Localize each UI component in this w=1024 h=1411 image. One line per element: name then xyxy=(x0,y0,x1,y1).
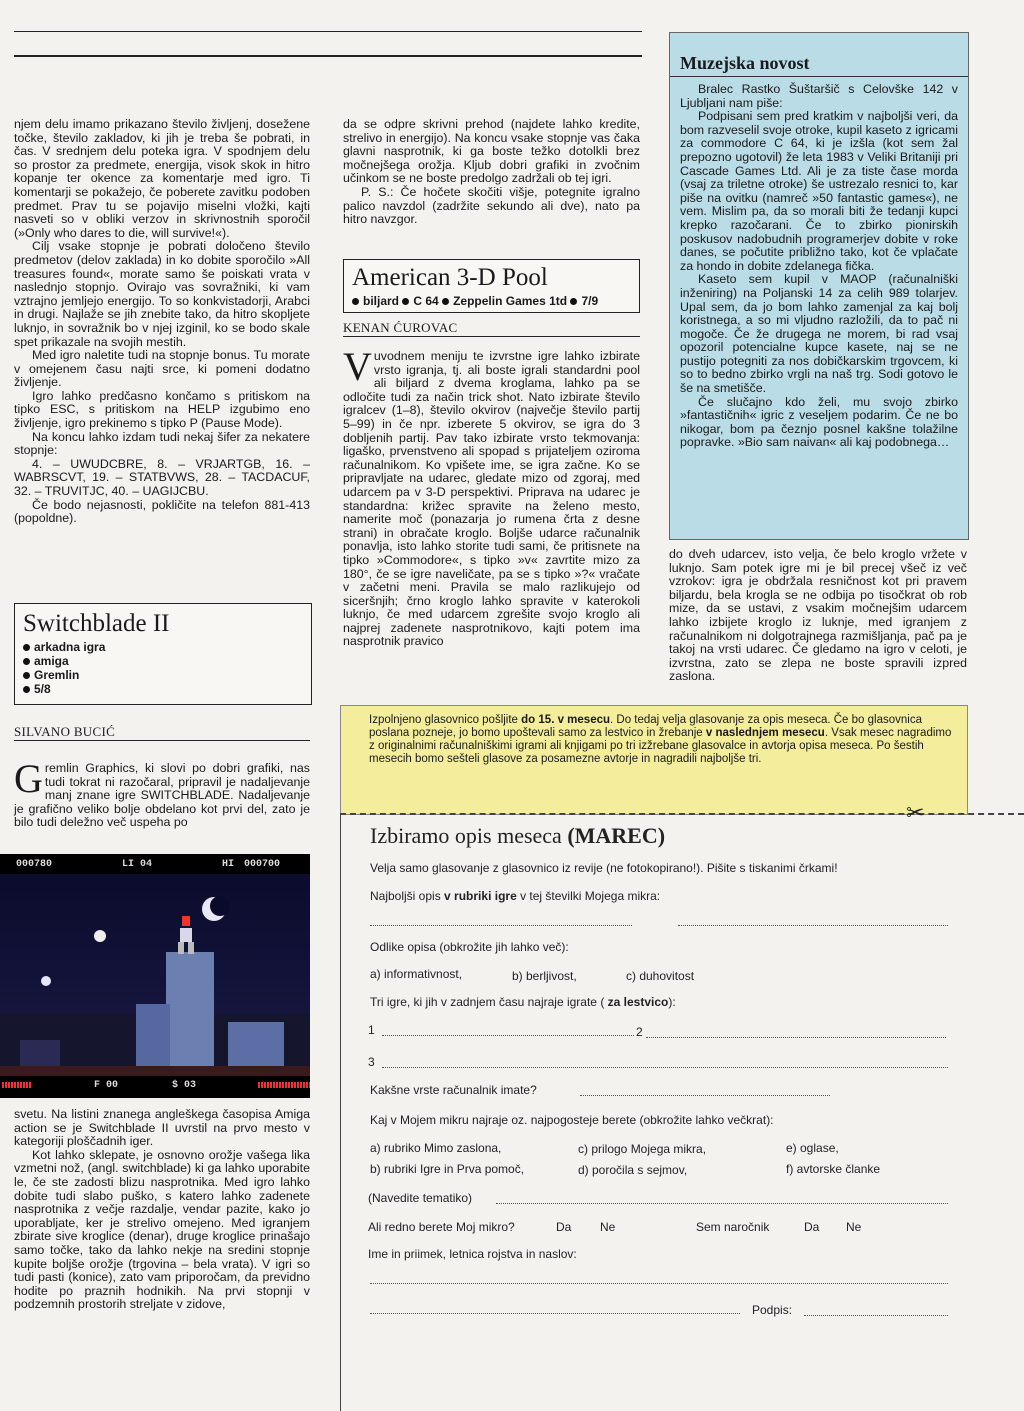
paragraph: Igro lahko predčasno končamo s pritiskom na tipko ESC, s pritiskom na HELP izgubimo eno življenje, igro prekinemo s tipko P (Pause Mode). xyxy=(14,388,310,431)
pool-meta xyxy=(344,294,639,313)
voting-notice xyxy=(340,705,968,815)
signature-label: Podpis: xyxy=(752,1303,793,1317)
form-title xyxy=(370,823,665,849)
paragraph: Kot lahko sklepate, je osnovno orožje vašega lika vzmetni nož, (angl. switchblade) ki ga lahko uporabite le, če ste zadosti blizu nasprotnika. Med igro lahko dobite tudi slabo puško, s katero lahko zadenete nasprotnika z večje razdalje, vendar pazite, kako jo uporabljate, ker je strelivo omejeno. Med igranjem zbirate sive kroglice (denar), druge kroglice prinašajo samo točke, tako da lahko nekje na sredini stopnje kupite boljše orožje (trgovina – bela vrata). V igri so tudi pasti (konice), zato vam priporočam, da previdno hodite po praznih hodnikih. Na prvi stopnji v podzemnih prostorih streljate v zidove, xyxy=(14,1147,310,1312)
name-address-field-1[interactable] xyxy=(370,1273,948,1284)
computer-label: Kakšne vrste računalnik imate? xyxy=(370,1083,537,1097)
game-field-2[interactable] xyxy=(646,1027,946,1038)
pool-author: KENAN ĆUROVAC xyxy=(343,320,458,335)
paragraph: Kaseto sem kupil v MAOP (računalniški inženiring) na Poljanski 14 za celih 989 tolarjev. Upal sem, da jo bom lahko zamenjal za kaj bolj koristnega, a so mi vljudno razložili, da to pač ni mogoče. Če že drugega ne morem, bi rad vsaj opozoril potencialne kupce kasete, naj se ne pustijo potegniti za nos dobičkarskim trgovcem, ki so to bedno zbirko vrgli na naš trg. Sodi gotovo le še na smetišče. xyxy=(680,272,958,396)
topic-label: (Navedite tematiko) xyxy=(368,1191,473,1205)
read-option-c[interactable]: c) prilogo Mojega mikra, xyxy=(578,1142,707,1156)
publisher: Gremlin xyxy=(34,668,80,682)
game-field-3[interactable] xyxy=(382,1057,948,1068)
platform: amiga xyxy=(34,654,69,668)
read-option-e[interactable]: e) oglase, xyxy=(786,1141,839,1155)
form-title-text: Izbiramo opis meseca xyxy=(370,823,568,848)
subscriber-yes[interactable]: Da xyxy=(804,1220,820,1234)
label-section: v rubriki igre xyxy=(444,889,517,903)
pool-continuation xyxy=(669,548,967,684)
computer-field[interactable] xyxy=(580,1085,830,1096)
bullet-icon xyxy=(23,686,30,693)
paragraph: Če slučajno kdo želi, mu svojo zbirko »fantastičnih« igric z veseljem podarim. Če ne bo nikogar, bom pa čeznjo posnel kakšne tolažilne popravke. »Bio sam naivan« ali kaj podobnega… xyxy=(680,394,958,450)
game-field-1[interactable] xyxy=(382,1025,634,1036)
bullet-icon xyxy=(23,658,30,665)
reader-no[interactable]: Ne xyxy=(600,1220,616,1234)
paragraph: Podpisani sem pred kratkim v najboljši veri, da bom razveselil svoje otroke, kupil kaseto z igricami za commodore C 64, ki je izšla (kot sem žal prepozno ugotovil) že leta 1983 v Veliki Britaniji pri Cascade Games Ltd. Ali je za tiste čase morda (vsaj za triletne otroke) še ustrezalo resnici to, kar piše na ovitku (namreč »50 fantastic games«), ne vem. Mislim pa, da so morali biti že tedanji kupci krepko razočarani. Če to zbirko pionirskih poskusov nadobudnih programerjev dobite v roke danes, se počutite približno tako, kot če vplačate za hondo in dobite zdelanega fička. xyxy=(680,109,958,273)
hud-energy-bar xyxy=(2,1082,32,1088)
signature-field[interactable] xyxy=(804,1305,948,1316)
best-description-field-2[interactable] xyxy=(678,915,948,926)
switchblade-title: Switchblade II xyxy=(23,610,170,637)
scissors-icon: ✂ xyxy=(906,800,925,825)
qualities-label: Odlike opisa (obkrožite jih lahko več): xyxy=(370,940,569,954)
publisher: Zeppelin Games 1td xyxy=(453,294,568,308)
best-description-field-1[interactable] xyxy=(370,915,632,926)
switchblade-meta xyxy=(15,640,311,701)
switchblade-body xyxy=(14,1108,310,1312)
paragraph: Med igro naletite tudi na stopnje bonus. Tu morate v omejenem času najti srce, ki pomeni dodatno življenje. xyxy=(14,348,310,390)
paragraph: P. S.: Če hočete skočiti višje, potegnite igralno palico navzdol (zadržite sekundo ali dve), nato pa hitro navzgor. xyxy=(343,184,640,227)
pool-title: American 3-D Pool xyxy=(352,264,548,291)
form-month: (MAREC) xyxy=(567,823,666,848)
label-text: v tej številki Mojega mikra: xyxy=(516,889,661,903)
switchblade-author: SILVANO BUCIĆ xyxy=(14,724,116,739)
col2-text xyxy=(343,118,640,227)
hud-hi-label: HI xyxy=(222,859,235,870)
notice-next-month: v naslednjem mesecu xyxy=(705,727,825,739)
hud-lives: LI 04 xyxy=(122,859,153,870)
reader-yes[interactable]: Da xyxy=(556,1220,572,1234)
paragraph: Na koncu lahko izdam tudi nekaj šifer za nekatere stopnje: xyxy=(14,429,310,458)
hud-hi-score: 000700 xyxy=(244,859,281,870)
label-chart: za lestvico xyxy=(607,995,669,1009)
switchblade-intro xyxy=(14,756,310,830)
read-option-b[interactable]: b) rubriki Igre in Prva pomoč, xyxy=(370,1162,525,1176)
notice-text: Izpolnjeno glasovnico pošljite xyxy=(369,714,522,726)
top-games-label xyxy=(370,995,676,1009)
author-rule xyxy=(14,740,310,741)
hud-score: 000780 xyxy=(16,859,53,870)
bullet-icon xyxy=(570,298,577,305)
regular-reader-label: Ali redno berete Moj mikro? xyxy=(368,1220,515,1234)
genre: arkadna igra xyxy=(34,640,106,654)
paragraph: uvodnem meniju te izvrstne igre lahko izbirate vrsto igranja, tj. ali boste igrali standardni pool ali biljard z dvema kroglama, lahko pa se odločite tudi za način trick shot. Nato izbirate število igralcev (1–8), število okvirov (največje število partij 5–99) in če npr. izberete 5 okvirov, se igra do 3 dobljenih partij. Pav tako izbirate vrsto tekmovanja: ligaško, prvenstveno ali spopad s prijateljem oziroma računalnikom. Ko vpišete ime, se igra začne. Ko se pripravljate na udarec, gledate mizo od zgoraj, med udarcem pa v 3-D perspektivi. Priprava na udarec je standardna: križec spravite na želeno mesto, namerite moč (ponazarja jo rumena črta z desne strani) in obračate kroglo. Boljše udarce računalnik ponavlja, isto lahko storite tudi sami, če pritisnete na tipko »Commodore«, s tipko »v« zavrtite mizo za 180°, če se igre naveličate, pa se s tipko »?« vračate v začetni meni. Pravila se malo razlikujejo od siceršnjih; črno kroglo lahko spravite v katerokoli luknjo, če med udarcem zgrešite svojo kroglo ali najprej zadenete nasprotnikovo, kajti potem ima nasprotnik pravico xyxy=(343,349,640,649)
bullet-icon xyxy=(23,672,30,679)
paragraph: Če bodo nejasnosti, pokličite na telefon 881-413 (popoldne). xyxy=(14,497,310,526)
option-readability[interactable]: b) berljivost, xyxy=(512,969,577,983)
vote-form xyxy=(340,815,1024,1411)
paragraph: svetu. Na listini znanega angleškega časopisa Amiga action se je Switchblade II uvrstil na prvo mesto v kategoriji ploščadnih iger. xyxy=(14,1107,310,1149)
game-screenshot xyxy=(0,854,310,1098)
name-address-label: Ime in priimek, letnica rojstva in naslov: xyxy=(368,1247,577,1261)
topic-field[interactable] xyxy=(496,1193,948,1204)
read-option-f[interactable]: f) avtorske članke xyxy=(786,1162,881,1176)
rating: 5/8 xyxy=(34,682,51,696)
option-informativeness[interactable]: a) informativnost, xyxy=(370,967,463,981)
author-rule xyxy=(343,336,640,337)
option-wit[interactable]: c) duhovitost xyxy=(626,969,695,983)
label-text: Tri igre, ki jih v zadnjem času najraje igrate ( xyxy=(370,995,608,1009)
bullet-icon xyxy=(352,298,359,305)
paragraph: Bralec Rastko Šuštaršič s Celovške 142 v Ljubljani nam piše: xyxy=(680,82,958,110)
dropcap: G xyxy=(14,756,43,801)
museum-text xyxy=(670,77,968,450)
game-number-3: 3 xyxy=(368,1055,375,1069)
hud-money: $ 03 xyxy=(172,1080,197,1091)
label-text: Najboljši opis xyxy=(370,889,445,903)
paragraph: 4. – UWUDCBRE, 8. – VRJARTGB, 16. – WABRSCVT, 19. – STATBVWS, 28. – TACDACUF, 32. – TRUVITJC, 40. – UAGIJCBU. xyxy=(14,456,310,499)
notice-text: . Vsak mesec nagradimo z originalnimi računalniškimi igrami ali knjigami po tri izžrebane glasovalce in avtorja opisa meseca. Po šestih mesecih bomo sešteli glasove za posamezne avtorje in nagradili najboljše tri. xyxy=(369,727,952,765)
platform: C 64 xyxy=(413,294,439,308)
form-note: Velja samo glasovanje z glasovnico iz revije (ne fotokopirano!). Pišite s tiskanimi črkami! xyxy=(370,861,838,875)
switchblade-title-box xyxy=(14,603,312,705)
top-rule xyxy=(14,31,642,32)
game-scene xyxy=(0,854,310,1098)
hud-power-bar xyxy=(258,1082,310,1088)
notice-text: . Do tedaj velja glasovanje za opis meseca. Če bo glasovnica poslana pozneje, jo bomo upoštevali samo za lestvico in žrebanje xyxy=(369,714,922,739)
subscriber-label: Sem naročnik xyxy=(696,1220,770,1234)
game-number-1: 1 xyxy=(368,1023,375,1037)
pool-body xyxy=(343,344,640,649)
label-text: ): xyxy=(668,995,676,1009)
paragraph: Cilj vsake stopnje je pobrati določeno število predmetov (delov zaklada) in ko dobite sporočilo »All treasures found«, morate samo še poiskati vrata v naslednjo stopnjo. Ovirajo vas sovražniki, ki vam vztrajno jemljejo energijo. To so konkvistadorji, Arabci in drugi. Najlaže se jih znebite tako, da hitro skopljete luknjo, in sovražnik bo v njej izginil, ko se bodo skale spet prikazale na svojih mestih. xyxy=(14,239,310,349)
dropcap: V xyxy=(343,344,372,389)
read-option-d[interactable]: d) poročila s sejmov, xyxy=(578,1163,688,1177)
bullet-icon xyxy=(402,298,409,305)
name-address-field-2[interactable] xyxy=(370,1303,740,1314)
game-number-2: 2 xyxy=(636,1025,643,1039)
genre: biljard xyxy=(363,294,400,308)
bullet-icon xyxy=(23,644,30,651)
museum-title: Muzejska novost xyxy=(670,49,968,77)
rating: 7/9 xyxy=(581,294,599,308)
paragraph: da se odpre skrivni prehod (najdete lahko kredite, strelivo in energijo). Na koncu vsake stopnje vas čaka glavni nasprotnik, ki ga boste težko dotolkli brez močnejšega orožja. Kljub dobri grafiki in zvočnim učinkom se ne boste predolgo zadržali ob tej igri. xyxy=(343,117,640,186)
museum-box xyxy=(669,32,969,540)
pool-title-box xyxy=(343,259,640,313)
col1-text xyxy=(14,118,310,526)
paragraph: remlin Graphics, ki slovi po dobri grafiki, nas tudi tokrat ni razočaral, pripravil je nadaljevanje manj znane igre SWITCHBLADE. Nadaljevanje je grafično veliko bolje obdelano kot prvi del, zato je bilo tudi deležno več uspeha po xyxy=(14,761,310,830)
paragraph: njem delu imamo prikazano število življenj, dosežene točke, število zakladov, ki jih je treba še pobrati, in čas. V srednjem delu poteka igra. V spodnjem delu so prostor za predmete, energija, visok skok in hitro kopanje ter okence za komentarje med igro. Ti komentarji se pokažejo, če poberete zavitku podoben predmet. Prav tu se pojavijo miselni vložki, kajti nasveti so v obliki verzov in skrivnostnih sporočil (»Only who dares to die, will survive!«). xyxy=(14,117,310,240)
paragraph: do dveh udarcev, isto velja, če belo kroglo vržete v luknjo. Sam potek igre mi je bil precej všeč iz več vzrokov: igra je obdržala resničnost kot pri pravem biljardu, bela krogla se ne odbija po tisočkrat ob rob mize, da se ustavi, z vsakim močnejšim udarcem lahko izbijete kroglo iz luknje, med igranjem z računalnikom ni dolgotrajnega razmišljanja, pač pa je takoj na vrsti udarec. Če gledamo na igro v celoti, je izvrstna, zato se zlepa ne boste spravili izpred zaslona. xyxy=(669,547,967,684)
reading-label: Kaj v Mojem mikru najraje oz. najpogosteje berete (obkrožite lahko večkrat): xyxy=(370,1113,774,1127)
bullet-icon xyxy=(442,298,449,305)
read-option-a[interactable]: a) rubriko Mimo zaslona, xyxy=(370,1141,502,1155)
best-description-label xyxy=(370,889,660,903)
subscriber-no[interactable]: Ne xyxy=(846,1220,862,1234)
hud-f: F 00 xyxy=(94,1080,119,1091)
header-rule xyxy=(14,55,642,57)
notice-deadline: do 15. v mesecu xyxy=(521,714,611,726)
